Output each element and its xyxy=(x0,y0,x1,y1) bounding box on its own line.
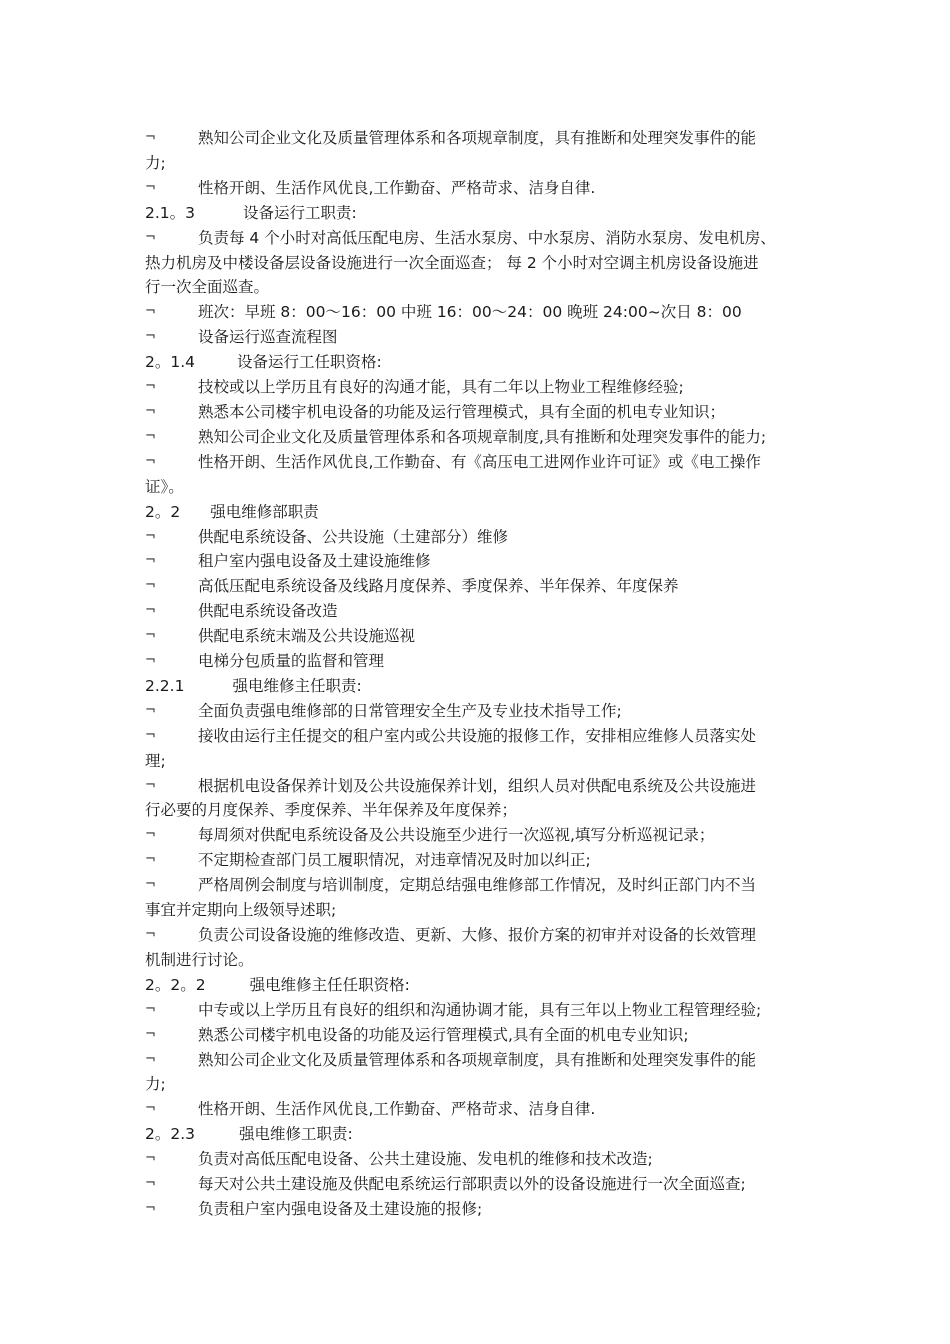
bullet-icon: ¬ xyxy=(145,1151,156,1167)
list-item xyxy=(145,176,817,201)
list-item xyxy=(145,998,817,1023)
list-item-text: 负责公司设备设施的维修改造、更新、大修、报价方案的初审并对设备的长效管理 xyxy=(198,926,757,944)
bullet-icon: ¬ xyxy=(145,578,156,594)
section-number: 2。2。2 xyxy=(145,975,206,994)
list-item-text: 租户室内强电设备及土建设施维修 xyxy=(198,552,431,571)
list-item xyxy=(145,126,817,151)
bullet-icon: ¬ xyxy=(145,727,156,743)
list-item xyxy=(145,649,817,674)
list-item xyxy=(145,1097,817,1122)
list-item-text: 严格周例会制度与培训制度，定期总结强电维修部工作情况，及时纠正部门内不当 xyxy=(198,876,757,895)
list-item xyxy=(145,425,817,450)
list-item-text: 熟知公司企业文化及质量管理体系和各项规章制度，具有推断和处理突发事件的能 xyxy=(198,1050,757,1069)
bullet-icon: ¬ xyxy=(145,329,156,345)
bullet-icon: ¬ xyxy=(145,130,156,145)
bullet-icon: ¬ xyxy=(145,229,156,245)
section-title: 设备运行工职责: xyxy=(243,203,357,222)
section-heading xyxy=(145,674,817,699)
bullet-icon: ¬ xyxy=(145,603,156,619)
list-item xyxy=(145,624,817,649)
section-number: 2。1.4 xyxy=(145,353,196,372)
section-title: 强电维修工职责: xyxy=(239,1125,353,1144)
list-item-text: 班次：早班 8：00～16：00 中班 16：00～24：00 晚班 24:00~次日 8：00 xyxy=(198,303,742,322)
list-item xyxy=(145,848,817,873)
section-number: 2。2 xyxy=(145,502,181,521)
list-item-continuation: 行一次全面巡查。 xyxy=(145,278,270,297)
bullet-icon: ¬ xyxy=(145,1200,156,1216)
bullet-icon: ¬ xyxy=(145,653,156,669)
list-item xyxy=(145,549,817,574)
bullet-icon: ¬ xyxy=(145,1001,156,1017)
list-item xyxy=(145,450,817,475)
list-item xyxy=(145,226,817,251)
list-item-text: 熟悉本公司楼宇机电设备的功能及运行管理模式，具有全面的机电专业知识； xyxy=(198,402,726,421)
list-item-continuation: 力; xyxy=(145,1075,166,1094)
bullet-icon: ¬ xyxy=(145,428,156,444)
list-item-continuation: 行必要的月度保养、季度保养、半年保养及年度保养； xyxy=(145,801,518,820)
section-number: 2。2.3 xyxy=(145,1125,196,1144)
section-title: 强电维修主任任职资格: xyxy=(249,975,410,994)
section-heading xyxy=(145,201,817,226)
section-heading xyxy=(145,500,817,525)
list-item xyxy=(145,1048,817,1073)
section-heading xyxy=(145,1122,817,1147)
list-item-text: 中专或以上学历且有良好的组织和沟通协调才能，具有三年以上物业工程管理经验; xyxy=(198,1000,762,1019)
section-number: 2.2.1 xyxy=(145,676,185,695)
list-item-text: 每周须对供配电系统设备及公共设施至少进行一次巡视,填写分析巡视记录； xyxy=(198,826,715,845)
section-title: 强电维修部职责 xyxy=(210,502,319,521)
bullet-icon: ¬ xyxy=(145,453,156,469)
bullet-icon: ¬ xyxy=(145,927,156,942)
bullet-icon: ¬ xyxy=(145,528,156,544)
list-item-text: 性格开朗、生活作风优良,工作勤奋、严格苛求、洁身自律. xyxy=(198,1100,596,1119)
list-item-text: 接收由运行主任提交的租户室内或公共设施的报修工作，安排相应维修人员落实处 xyxy=(198,726,757,745)
list-item-text: 技校或以上学历且有良好的沟通才能，具有二年以上物业工程维修经验; xyxy=(198,378,684,397)
bullet-icon: ¬ xyxy=(145,852,156,868)
list-item xyxy=(145,300,817,325)
list-item xyxy=(145,923,817,948)
list-item-text: 熟知公司企业文化及质量管理体系和各项规章制度，具有推断和处理突发事件的能 xyxy=(198,129,757,147)
bullet-icon: ¬ xyxy=(145,1101,156,1117)
bullet-icon: ¬ xyxy=(145,777,156,793)
list-item-text: 根据机电设备保养计划及公共设施保养计划，组织人员对供配电系统及公共设施进 xyxy=(198,776,757,795)
list-item-text: 电梯分包质量的监督和管理 xyxy=(198,652,385,671)
list-item xyxy=(145,699,817,724)
list-item-text: 负责对高低压配电设备、公共土建设施、发电机的维修和技术改造; xyxy=(198,1150,653,1169)
list-item-text: 设备运行巡查流程图 xyxy=(198,328,338,347)
list-item-continuation: 力; xyxy=(145,153,166,172)
list-item-text: 供配电系统设备改造 xyxy=(198,602,338,621)
list-item xyxy=(145,325,817,350)
document-body xyxy=(145,126,817,1222)
bullet-icon: ¬ xyxy=(145,628,156,644)
list-item-text: 负责租户室内强电设备及土建设施的报修; xyxy=(198,1199,483,1218)
list-item xyxy=(145,873,817,898)
bullet-icon: ¬ xyxy=(145,179,156,195)
list-item-text: 负责每 4 个小时对高低压配电房、生活水泵房、中水泵房、消防水泵房、发电机房、 xyxy=(198,228,776,247)
section-title: 设备运行工任职资格: xyxy=(237,353,382,372)
list-item xyxy=(145,574,817,599)
list-item-text: 供配电系统末端及公共设施巡视 xyxy=(198,627,416,646)
list-item-continuation: 事宜并定期向上级领导述职; xyxy=(145,901,337,920)
list-item-text: 性格开朗、生活作风优良,工作勤奋、严格苛求、洁身自律. xyxy=(198,178,596,197)
list-item xyxy=(145,1172,817,1197)
section-heading xyxy=(145,350,817,375)
list-item-text: 全面负责强电维修部的日常管理安全生产及专业技术指导工作; xyxy=(198,701,622,720)
list-item xyxy=(145,823,817,848)
list-item xyxy=(145,724,817,749)
bullet-icon: ¬ xyxy=(145,1026,156,1042)
list-item-continuation: 机制进行讨论。 xyxy=(145,950,254,969)
bullet-icon: ¬ xyxy=(145,702,156,718)
section-heading xyxy=(145,973,817,998)
list-item xyxy=(145,400,817,425)
section-number: 2.1。3 xyxy=(145,203,196,222)
list-item xyxy=(145,599,817,624)
bullet-icon: ¬ xyxy=(145,1051,156,1067)
list-item-text: 每天对公共土建设施及供配电系统运行部职责以外的设备设施进行一次全面巡查; xyxy=(198,1175,746,1194)
bullet-icon: ¬ xyxy=(145,403,156,419)
list-item xyxy=(145,375,817,400)
list-item-continuation: 热力机房及中楼设备层设备设施进行一次全面巡查； 每 2 个小时对空调主机房设备设施进 xyxy=(145,253,759,272)
list-item-text: 熟知公司企业文化及质量管理体系和各项规章制度,具有推断和处理突发事件的能力; xyxy=(198,427,767,446)
bullet-icon: ¬ xyxy=(145,877,156,893)
list-item xyxy=(145,774,817,799)
section-title: 强电维修主任职责: xyxy=(232,676,362,695)
list-item-text: 供配电系统设备、公共设施（土建部分）维修 xyxy=(198,527,509,546)
list-item xyxy=(145,1197,817,1222)
list-item-continuation: 理; xyxy=(145,751,166,770)
bullet-icon: ¬ xyxy=(145,827,156,843)
bullet-icon: ¬ xyxy=(145,1176,156,1192)
list-item xyxy=(145,525,817,550)
list-item-text: 不定期检查部门员工履职情况，对违章情况及时加以纠正; xyxy=(198,851,591,870)
list-item-text: 熟悉公司楼宇机电设备的功能及运行管理模式,具有全面的机电专业知识; xyxy=(198,1025,689,1044)
list-item-text: 性格开朗、生活作风优良,工作勤奋、有《高压电工进网作业许可证》或《电工操作 xyxy=(198,452,761,471)
bullet-icon: ¬ xyxy=(145,553,156,569)
list-item-text: 高低压配电系统设备及线路月度保养、季度保养、半年保养、年度保养 xyxy=(198,577,679,596)
bullet-icon: ¬ xyxy=(145,304,156,320)
list-item xyxy=(145,1147,817,1172)
list-item xyxy=(145,1023,817,1048)
bullet-icon: ¬ xyxy=(145,379,156,395)
list-item-continuation: 证》。 xyxy=(145,477,184,496)
